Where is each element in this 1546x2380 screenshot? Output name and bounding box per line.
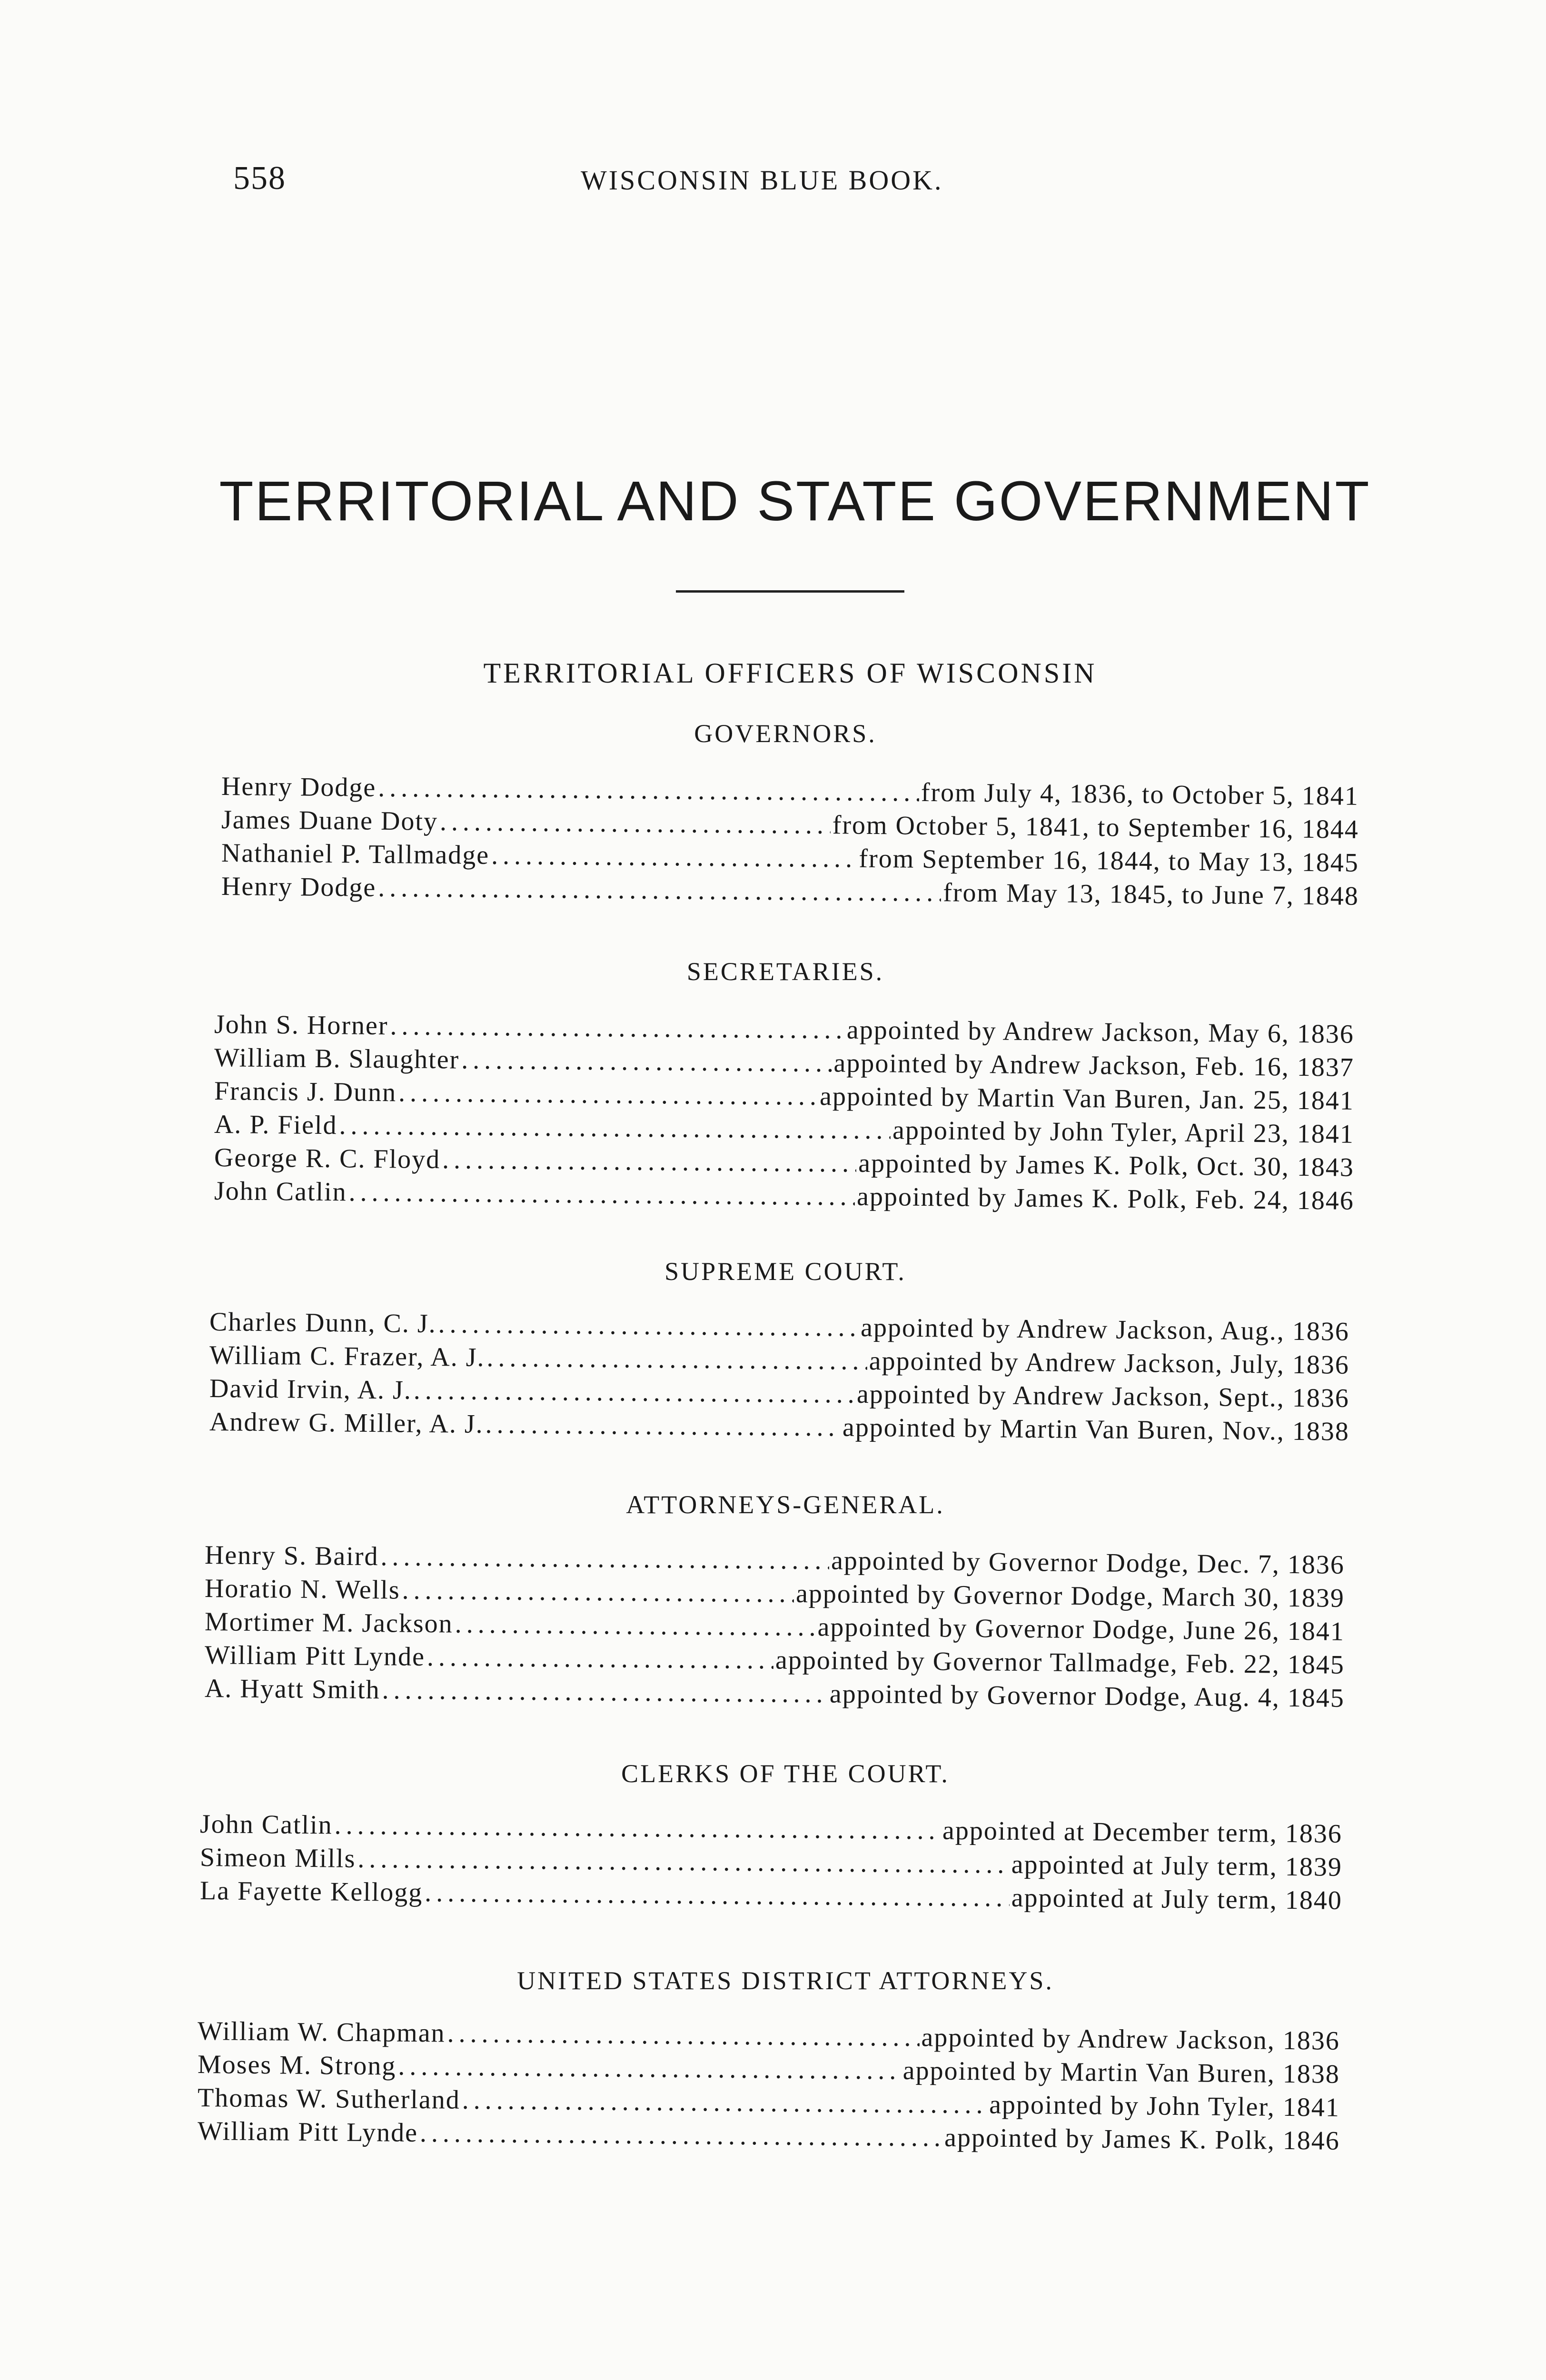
list-governors [221, 771, 1359, 911]
list-item: Moses M. Strong . . . appointed by Martin Van Buren, 1838 [198, 2049, 1340, 2092]
section-heading-clerks: CLERKS OF THE COURT. [621, 1759, 950, 1788]
list-item: William C. Frazer, A. J. . . . appointed by Andrew Jackson, July, 1836 [209, 1340, 1350, 1383]
list-item: William B. Slaughter . . . appointed by Andrew Jackson, Feb. 16, 1837 [214, 1042, 1355, 1086]
list-item: A. Hyatt Smith . . . appointed by Governor Dodge, Aug. 4, 1845 [205, 1673, 1345, 1716]
list-attorneys-general [204, 1540, 1345, 1713]
list-item: William Pitt Lynde . . . appointed by Governor Tallmadge, Feb. 22, 1845 [205, 1640, 1345, 1683]
list-item: James Duane Doty . . . from October 5, 1841, to September 16, 1844 [221, 804, 1359, 848]
list-item: Simeon Mills . . . appointed at July term, 1839 [200, 1842, 1343, 1885]
list-item: William Pitt Lynde . . . appointed by James K. Polk, 1846 [198, 2116, 1340, 2159]
list-supreme-court [209, 1307, 1350, 1447]
page-title: TERRITORIAL AND STATE GOVERNMENT [219, 470, 1371, 533]
list-item: David Irvin, A. J. . . . appointed by Andrew Jackson, Sept., 1836 [209, 1373, 1350, 1417]
running-head: WISCONSIN BLUE BOOK. [581, 165, 943, 196]
list-item: Mortimer M. Jackson . . . appointed by Governor Dodge, June 26, 1841 [205, 1606, 1345, 1650]
page-number: 558 [233, 160, 286, 197]
list-item: A. P. Field . . . appointed by John Tyler, April 23, 1841 [214, 1109, 1355, 1152]
list-secretaries [214, 1009, 1355, 1216]
list-clerks [199, 1809, 1343, 1915]
list-item: Henry Dodge . . . from May 13, 1845, to June 7, 1848 [221, 871, 1359, 914]
list-item: William W. Chapman . . . appointed by Andrew Jackson, 1836 [198, 2016, 1340, 2059]
list-item: Henry Dodge . . . from July 4, 1836, to October 5, 1841 [221, 771, 1359, 814]
list-item: Francis J. Dunn . . . appointed by Martin Van Buren, Jan. 25, 1841 [214, 1076, 1355, 1119]
section-heading-supreme-court: SUPREME COURT. [664, 1257, 906, 1286]
section-heading-governors: GOVERNORS. [694, 719, 877, 748]
list-item: Thomas W. Sutherland . . . appointed by John Tyler, 1841 [198, 2082, 1340, 2126]
section-heading-secretaries: SECRETARIES. [686, 957, 884, 986]
list-item: Henry S. Baird . . . appointed by Governor Dodge, Dec. 7, 1836 [205, 1540, 1345, 1583]
list-item: Andrew G. Miller, A. J. . . . appointed by Martin Van Buren, Nov., 1838 [209, 1407, 1350, 1450]
list-item: La Fayette Kellogg . . . appointed at July term, 1840 [200, 1875, 1343, 1919]
list-item: John Catlin . . . appointed at December term, 1836 [200, 1809, 1343, 1852]
list-item: Horatio N. Wells . . . appointed by Governor Dodge, March 30, 1839 [205, 1573, 1345, 1616]
list-item: George R. C. Floyd . . . appointed by James K. Polk, Oct. 30, 1843 [214, 1142, 1355, 1186]
list-item: Charles Dunn, C. J. . . . appointed by Andrew Jackson, Aug., 1836 [209, 1307, 1350, 1350]
title-rule [676, 590, 904, 593]
list-item: Nathaniel P. Tallmadge . . . from September 16, 1844, to May 13, 1845 [221, 838, 1359, 881]
list-district-attorneys [197, 2016, 1340, 2156]
list-item: John S. Horner . . . appointed by Andrew Jackson, May 6, 1836 [214, 1009, 1355, 1052]
page-subtitle: TERRITORIAL OFFICERS OF WISCONSIN [483, 657, 1097, 689]
section-heading-district-attorneys: UNITED STATES DISTRICT ATTORNEYS. [517, 1966, 1054, 1995]
section-heading-attorneys-general: ATTORNEYS-GENERAL. [626, 1490, 945, 1519]
list-item: John Catlin . . . appointed by James K. Polk, Feb. 24, 1846 [214, 1176, 1355, 1219]
